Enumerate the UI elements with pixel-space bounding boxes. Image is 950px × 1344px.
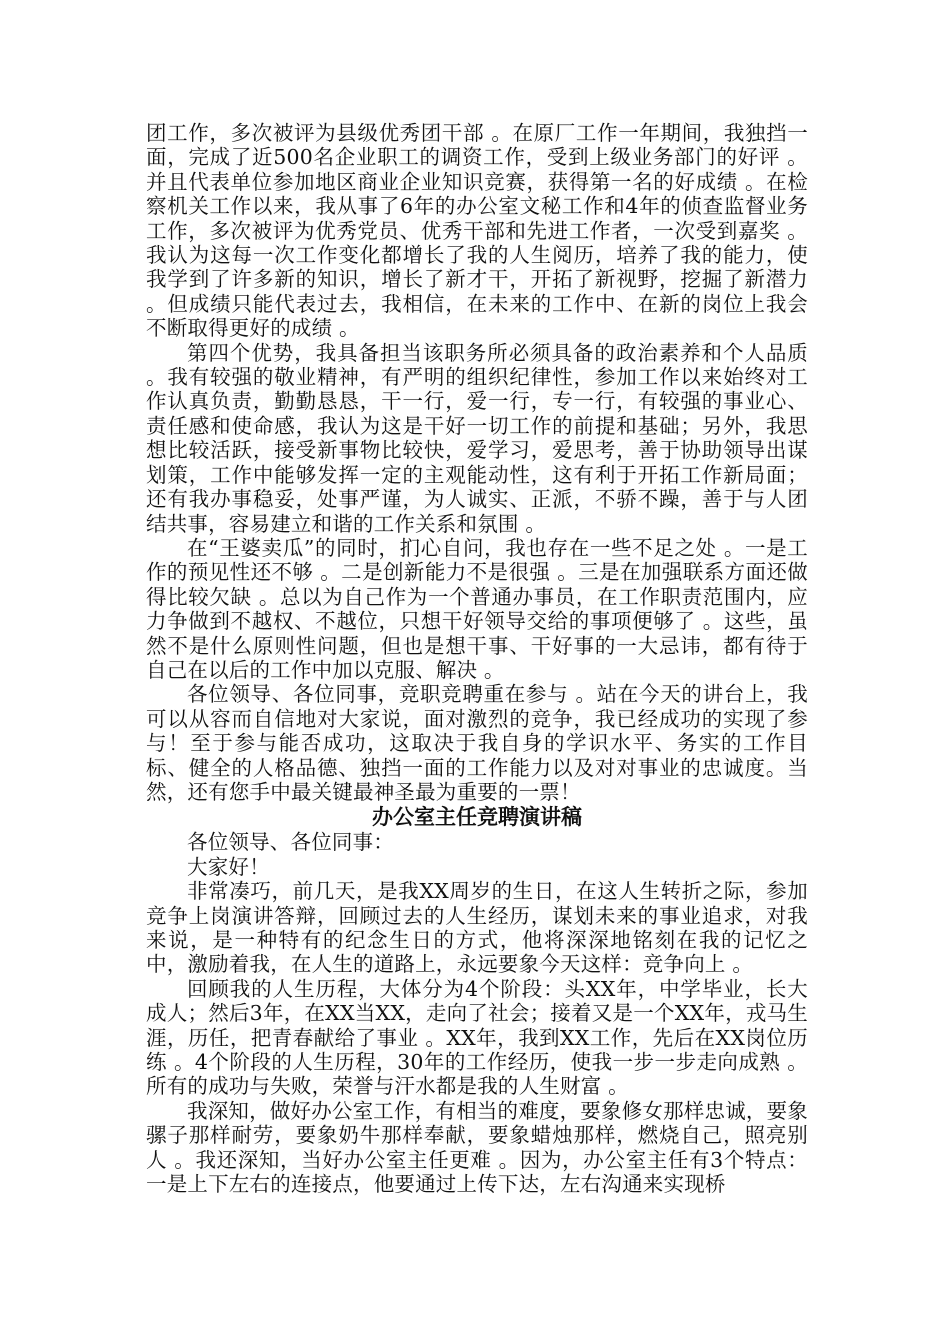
paragraph: 在“王婆卖瓜”的同时，扪心自问，我也存在一些不足之处 。一是工作的预见性还不够 。二是创新能力不是很强 。三是在加强联系方面还做得比较欠缺 。总以为自己作为一个普通办事员，在工作职责范围内，应力争做到不越权、不越位，只想干好领导交给的事项便够了 。这些，虽然不是什么原则性问题，但也是想干事、干好事的一大忌讳，都有待于自己在以后的工作中加以克服、解决 。	[146, 535, 808, 682]
paragraph: 第四个优势，我具备担当该职务所必须具备的政治素养和个人品质 。我有较强的敬业精神，有严明的组织纪律性，参加工作以来始终对工作认真负责，勤勤恳恳，干一行，爱一行，专一行，有较强的事业心、责任感和使命感，我认为这是干好一切工作的前提和基础；另外，我思想比较活跃，接受新事物比较快，爱学习，爱思考，善于协助领导出谋划策，工作中能够发挥一定的主观能动性，这有利于开拓工作新局面；还有我办事稳妥，处事严谨，为人诚实、正派，不骄不躁，善于与人团结共事，容易建立和谐的工作关系和氛围 。	[146, 340, 808, 536]
document-title: 办公室主任竞聘演讲稿	[372, 804, 582, 830]
paragraph: 各位领导、各位同事，竞职竞聘重在参与 。站在今天的讲台上，我可以从容而自信地对大家说，面对激烈的竞争，我已经成功的实现了参与！至于参与能否成功，这取决于我自身的学识水平、务实的工作目标、健全的人格品德、独挡一面的工作能力以及对对事业的忠诚度。当然，还有您手中最关键最神圣最为重要的一票！	[146, 682, 808, 804]
document-page	[146, 121, 808, 1196]
paragraph: 我深知，做好办公室工作，有相当的难度，要象修女那样忠诚，要象骡子那样耐劳，要象奶牛那样奉献，要象蜡烛那样，燃烧自己，照亮别人 。我还深知，当好办公室主任更难 。因为，办公室主任有3个特点：一是上下左右的连接点，他要通过上传下达，左右沟通来实现桥	[146, 1098, 808, 1197]
salutation: 各位领导、各位同事：	[187, 830, 394, 855]
paragraph: 非常凑巧，前几天，是我XX周岁的生日，在这人生转折之际，参加竞争上岗演讲答辩，回顾过去的人生经历，谋划未来的事业追求，对我来说，是一种特有的纪念生日的方式，他将深深地铭刻在我的记忆之中，激励着我，在人生的道路上，永远要象今天这样：竞争向上 。	[146, 879, 808, 977]
paragraph: 团工作，多次被评为县级优秀团干部 。在原厂工作一年期间，我独挡一面，完成了近500名企业职工的调资工作，受到上级业务部门的好评 。并且代表单位参加地区商业企业知识竞赛，获得第一名的好成绩 。在检察机关工作以来，我从事了6年的办公室文秘工作和4年的侦查监督业务工作，多次被评为优秀党员、优秀干部和先进工作者，一次受到嘉奖 。我认为这每一次工作变化都增长了我的人生阅历，培养了我的能力，使我学到了许多新的知识，增长了新才干，开拓了新视野，挖掘了新潜力 。但成绩只能代表过去，我相信，在未来的工作中、在新的岗位上我会不断取得更好的成绩 。	[146, 121, 808, 341]
paragraph: 回顾我的人生历程，大体分为4个阶段：头XX年，中学毕业，长大成人；然后3年，在XX当XX，走向了社会；接着又是一个XX年，戎马生涯，历任，把青春献给了事业 。XX年，我到XX工作，先后在XX岗位历练 。4个阶段的人生历程，30年的工作经历，使我一步一步走向成熟 。所有的成功与失败，荣誉与汗水都是我的人生财富 。	[146, 976, 808, 1099]
greeting: 大家好！	[187, 854, 270, 879]
